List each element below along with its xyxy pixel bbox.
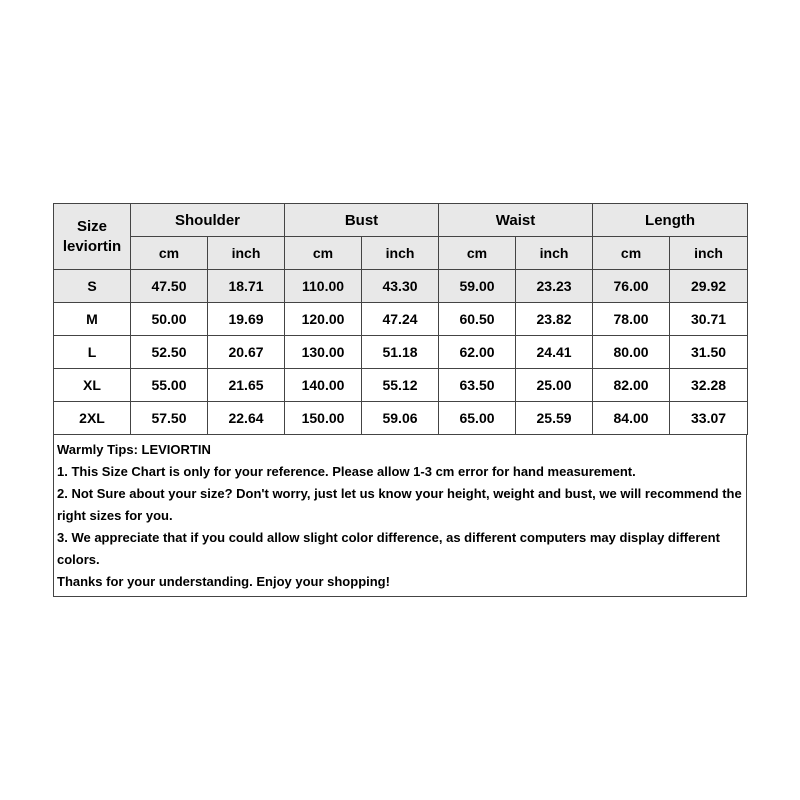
value-cell: 29.92	[670, 270, 748, 303]
tip-item: 3. We appreciate that if you could allow slight color difference, as different computers may display different colors.	[57, 530, 720, 567]
value-cell: 140.00	[285, 369, 362, 402]
value-cell: 62.00	[439, 336, 516, 369]
value-cell: 47.50	[131, 270, 208, 303]
value-cell: 55.00	[131, 369, 208, 402]
size-cell: 2XL	[54, 402, 131, 435]
group-header-bust: Bust	[285, 204, 439, 237]
group-header-length: Length	[593, 204, 748, 237]
value-cell: 110.00	[285, 270, 362, 303]
corner-label-brand: leviortin	[62, 237, 122, 255]
value-cell: 120.00	[285, 303, 362, 336]
unit-header: cm	[593, 237, 670, 270]
group-header-waist: Waist	[439, 204, 593, 237]
size-cell: L	[54, 336, 131, 369]
table-row	[54, 336, 748, 369]
tip-item: 2. Not Sure about your size? Don't worry, just let us know your height, weight and bust, we will recommend the right sizes for you.	[57, 486, 742, 523]
value-cell: 25.00	[516, 369, 593, 402]
value-cell: 52.50	[131, 336, 208, 369]
value-cell: 24.41	[516, 336, 593, 369]
value-cell: 84.00	[593, 402, 670, 435]
value-cell: 33.07	[670, 402, 748, 435]
size-corner-header	[54, 204, 131, 270]
unit-header: cm	[439, 237, 516, 270]
unit-header: cm	[131, 237, 208, 270]
value-cell: 65.00	[439, 402, 516, 435]
table-row	[54, 369, 748, 402]
size-table	[53, 203, 748, 435]
value-cell: 51.18	[362, 336, 439, 369]
size-chart	[53, 203, 747, 597]
value-cell: 63.50	[439, 369, 516, 402]
unit-header: inch	[208, 237, 285, 270]
size-cell: S	[54, 270, 131, 303]
group-header-shoulder: Shoulder	[131, 204, 285, 237]
value-cell: 43.30	[362, 270, 439, 303]
size-cell: M	[54, 303, 131, 336]
value-cell: 80.00	[593, 336, 670, 369]
value-cell: 76.00	[593, 270, 670, 303]
unit-header: cm	[285, 237, 362, 270]
unit-header-row	[54, 237, 748, 270]
tips-title: Warmly Tips: LEVIORTIN	[57, 442, 211, 457]
value-cell: 57.50	[131, 402, 208, 435]
corner-label-size: Size	[76, 217, 107, 235]
value-cell: 22.64	[208, 402, 285, 435]
value-cell: 82.00	[593, 369, 670, 402]
unit-header: inch	[362, 237, 439, 270]
tips-closing: Thanks for your understanding. Enjoy your shopping!	[57, 574, 390, 589]
value-cell: 23.82	[516, 303, 593, 336]
unit-header: inch	[516, 237, 593, 270]
value-cell: 32.28	[670, 369, 748, 402]
tip-item: 1. This Size Chart is only for your reference. Please allow 1-3 cm error for hand measurement.	[57, 464, 636, 479]
value-cell: 19.69	[208, 303, 285, 336]
value-cell: 31.50	[670, 336, 748, 369]
value-cell: 55.12	[362, 369, 439, 402]
value-cell: 50.00	[131, 303, 208, 336]
group-header-row	[54, 204, 748, 237]
value-cell: 20.67	[208, 336, 285, 369]
unit-header: inch	[670, 237, 748, 270]
value-cell: 130.00	[285, 336, 362, 369]
value-cell: 23.23	[516, 270, 593, 303]
value-cell: 18.71	[208, 270, 285, 303]
value-cell: 150.00	[285, 402, 362, 435]
value-cell: 59.06	[362, 402, 439, 435]
value-cell: 21.65	[208, 369, 285, 402]
value-cell: 30.71	[670, 303, 748, 336]
value-cell: 47.24	[362, 303, 439, 336]
value-cell: 59.00	[439, 270, 516, 303]
warmly-tips-box	[53, 435, 747, 597]
size-cell: XL	[54, 369, 131, 402]
table-row	[54, 303, 748, 336]
value-cell: 25.59	[516, 402, 593, 435]
value-cell: 78.00	[593, 303, 670, 336]
table-row	[54, 402, 748, 435]
table-row	[54, 270, 748, 303]
value-cell: 60.50	[439, 303, 516, 336]
